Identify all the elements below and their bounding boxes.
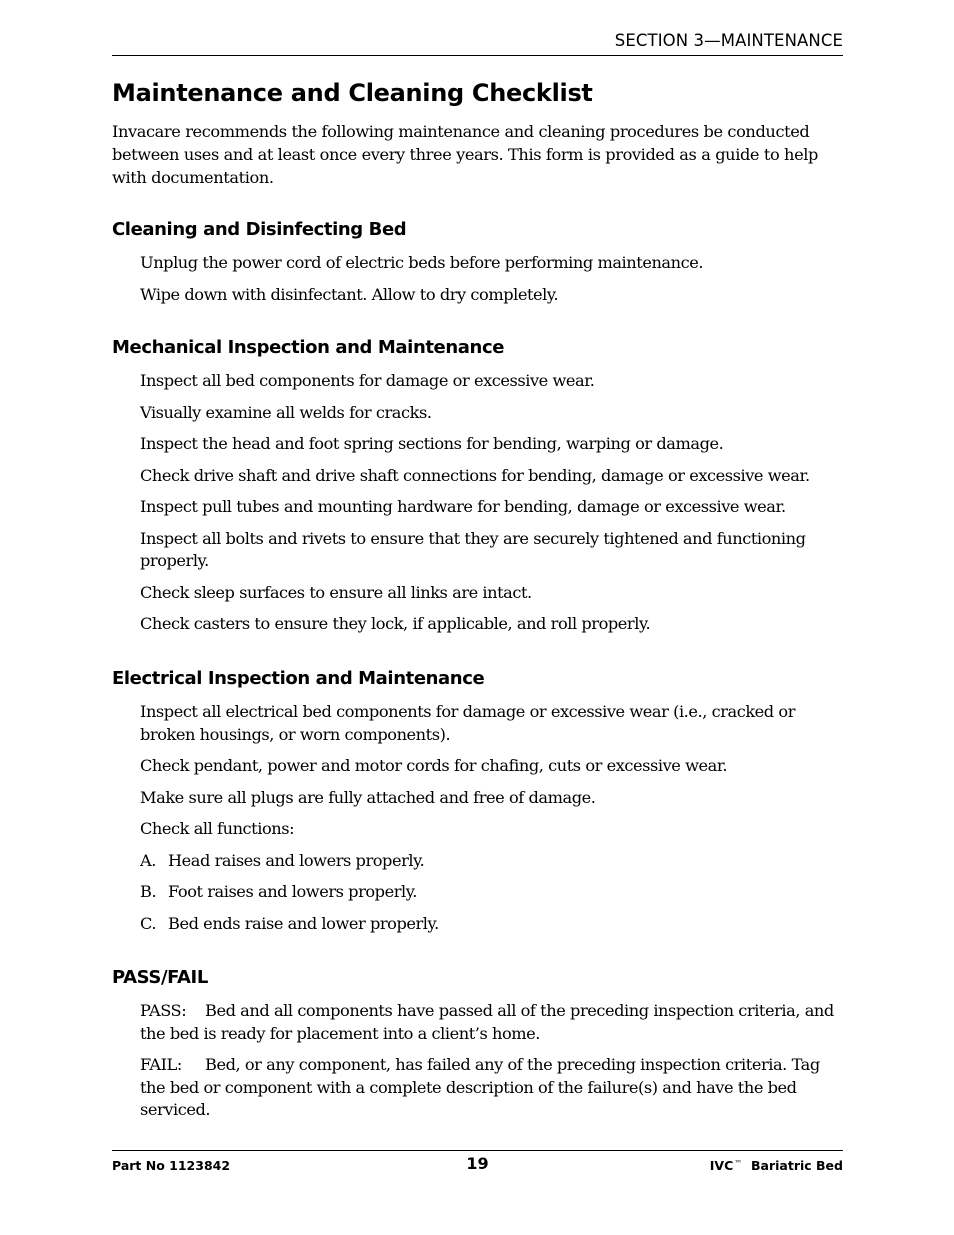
function-letter: B. bbox=[140, 882, 157, 901]
page-content bbox=[112, 74, 843, 189]
page-number: 19 bbox=[466, 1154, 489, 1173]
list-item: Check sleep surfaces to ensure all links are intact. bbox=[140, 582, 532, 602]
pass-criteria bbox=[140, 1000, 843, 1045]
page-title: Maintenance and Cleaning Checklist bbox=[112, 79, 593, 107]
section-heading: Cleaning and Disinfecting Bed bbox=[112, 219, 407, 240]
product-name bbox=[710, 1158, 843, 1173]
list-item: Inspect all bed components for damage or excessive wear. bbox=[140, 371, 595, 390]
list-item: Wipe down with disinfectant. Allow to dry completely. bbox=[140, 284, 559, 304]
fail-label: FAIL: bbox=[140, 1055, 182, 1074]
function-letter: C. bbox=[140, 913, 157, 933]
function-item bbox=[140, 913, 843, 936]
list-item: Unplug the power cord of electric beds before performing maintenance. bbox=[140, 253, 704, 272]
fail-criteria bbox=[140, 1054, 843, 1122]
list-item: Check drive shaft and drive shaft connections for bending, damage or excessive wear. bbox=[140, 465, 810, 485]
running-head: SECTION 3—MAINTENANCE bbox=[614, 31, 843, 50]
list-item: Make sure all plugs are fully attached and free of damage. bbox=[140, 787, 596, 807]
section-cleaning bbox=[112, 218, 843, 315]
list-item: Inspect all electrical bed components for damage or excessive wear (i.e., cracked or broken housings, or worn components). bbox=[140, 702, 795, 744]
intro-paragraph: Invacare recommends the following maintenance and cleaning procedures be conducted between uses and at least once every three years. This form is provided as a guide to help with documentation. bbox=[112, 122, 818, 187]
function-text: Foot raises and lowers properly. bbox=[168, 882, 417, 901]
section-electrical bbox=[112, 667, 843, 944]
function-text: Head raises and lowers properly. bbox=[168, 850, 425, 870]
item-list bbox=[112, 370, 843, 636]
function-text: Bed ends raise and lower properly. bbox=[168, 913, 439, 933]
page-footer bbox=[112, 1156, 843, 1178]
product-brand: IVC bbox=[709, 1158, 734, 1173]
header-rule bbox=[112, 55, 843, 56]
footer-rule bbox=[112, 1150, 843, 1151]
list-item: Check casters to ensure they lock, if applicable, and roll properly. bbox=[140, 614, 651, 633]
section-passfail bbox=[112, 966, 843, 1131]
section-mechanical bbox=[112, 336, 843, 645]
list-item: Inspect the head and foot spring sections for bending, warping or damage. bbox=[140, 434, 724, 453]
item-list bbox=[112, 1000, 843, 1122]
pass-label: PASS: bbox=[140, 1001, 187, 1020]
function-letter: A. bbox=[140, 850, 156, 870]
pass-text: Bed and all components have passed all of the preceding inspection criteria, and the bed is ready for placement into a client’s home. bbox=[140, 1001, 834, 1043]
section-heading: Mechanical Inspection and Maintenance bbox=[112, 337, 505, 358]
fail-text: Bed, or any component, has failed any of the preceding inspection criteria. Tag the bed or component with a complete description of the failure(s) and have the bed serviced. bbox=[140, 1055, 820, 1119]
item-list bbox=[112, 252, 843, 306]
product-suffix: Bariatric Bed bbox=[751, 1158, 843, 1173]
item-list bbox=[112, 701, 843, 935]
document-page bbox=[112, 0, 843, 1235]
part-number: Part No 1123842 bbox=[112, 1158, 231, 1173]
list-item: Check pendant, power and motor cords for chafing, cuts or excessive wear. bbox=[140, 756, 728, 775]
list-item: Inspect all bolts and rivets to ensure that they are securely tightened and functioning properly. bbox=[140, 528, 806, 570]
function-item bbox=[140, 881, 843, 904]
list-item: Inspect pull tubes and mounting hardware for bending, damage or excessive wear. bbox=[140, 497, 786, 516]
list-item: Visually examine all welds for cracks. bbox=[140, 402, 432, 422]
function-item bbox=[140, 850, 843, 873]
section-heading: PASS/FAIL bbox=[112, 967, 208, 988]
list-item: Check all functions: bbox=[140, 819, 295, 838]
section-heading: Electrical Inspection and Maintenance bbox=[112, 668, 485, 689]
trademark-symbol: ™ bbox=[734, 1159, 743, 1168]
